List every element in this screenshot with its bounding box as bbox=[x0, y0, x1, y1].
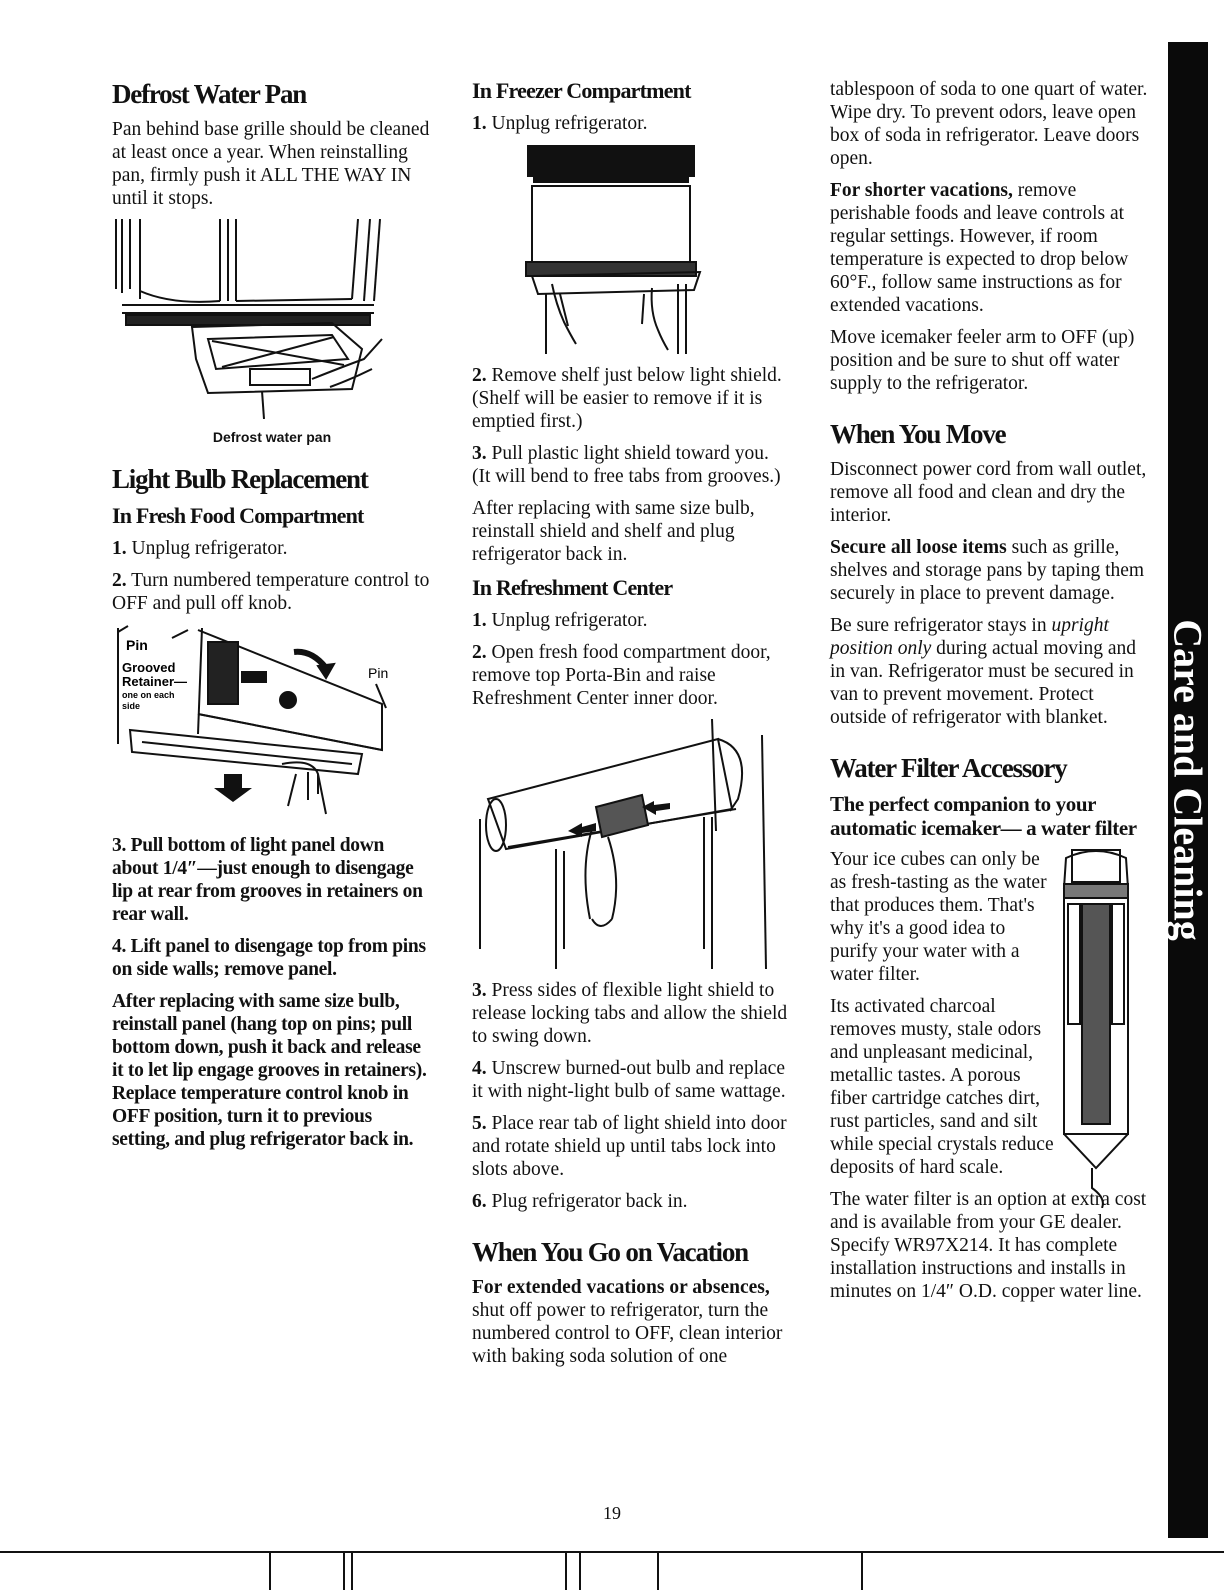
step-number: 1. bbox=[112, 538, 127, 559]
step-text: Unplug refrigerator. bbox=[491, 113, 648, 134]
step-text: Pull plastic light shield toward you. (It will bend to free tabs from grooves.) bbox=[472, 443, 781, 487]
vacation-lead: For extended vacations or absences, bbox=[472, 1277, 770, 1298]
fig-label-pin-right: Pin bbox=[368, 665, 389, 681]
filter-paragraph-2: Its activated charcoal removes musty, stale odors and unpleasant medicinal, metallic tastes. A porous fiber cartridge catches dirt, rust particles, sand and silt while special crystals reduce deposits of hard scale. bbox=[830, 996, 1054, 1178]
shorter-body: remove perishable foods and leave controls at regular settings. However, if room temperature is expected to drop below 60°F., follow same instructions as for extended vacations. bbox=[830, 180, 1129, 316]
step-number: 3. bbox=[472, 443, 487, 464]
step-text: Unplug refrigerator. bbox=[491, 610, 648, 631]
secure-body: such as grille, shelves and storage pans by taping them securely in place to prevent damage. bbox=[830, 537, 1145, 604]
secure-text bbox=[830, 536, 1150, 605]
filter-section bbox=[830, 848, 1150, 1179]
refreshment-shield-illustration bbox=[472, 719, 772, 969]
refresh-step-3 bbox=[472, 979, 792, 1048]
filter-paragraph-3: The water filter is an option at extra cost and is available from your GE dealer. Specify WR97X214. It has complete installation instructions and installs in minutes on 1/4″ O.D. copper water line. bbox=[830, 1189, 1147, 1302]
step-text: Place rear tab of light shield into door and rotate shield up until tabs lock into slots above. bbox=[472, 1113, 787, 1180]
upright-emphasis: upright position only bbox=[830, 615, 1109, 659]
light-bulb-title: Light Bulb Replacement bbox=[112, 464, 368, 494]
defrost-title: Defrost Water Pan bbox=[112, 79, 307, 109]
freezer-step-2 bbox=[472, 364, 792, 433]
page-number: 19 bbox=[603, 1503, 621, 1523]
upright-post: during actual moving and in van. Refrigerator must be secured in van to prevent movement. Protect outside of refrigerator with blanket. bbox=[830, 638, 1136, 728]
secure-lead: Secure all loose items bbox=[830, 537, 1007, 558]
defrost-pan-illustration bbox=[112, 219, 392, 419]
vacation-continued: tablespoon of soda to one quart of water. Wipe dry. To prevent odors, leave open box of soda in refrigerator. Leave doors open. bbox=[830, 79, 1148, 169]
bottom-rule bbox=[0, 1548, 1224, 1590]
fig-label-grooved: Grooved bbox=[122, 660, 176, 675]
upright-text bbox=[830, 614, 1150, 729]
freezer-after-text: After replacing with same size bulb, reinstall shield and shelf and plug refrigerator back in. bbox=[472, 498, 755, 565]
vacation-body: shut off power to refrigerator, turn the numbered control to OFF, clean interior with baking soda solution of one bbox=[472, 1300, 783, 1367]
fresh-food-title: In Fresh Food Compartment bbox=[112, 503, 364, 528]
step-text: Open fresh food compartment door, remove top Porta-Bin and raise Refreshment Center inner door. bbox=[472, 642, 771, 709]
step-text: Turn numbered temperature control to OFF and pull off knob. bbox=[112, 570, 430, 614]
defrost-caption: Defrost water pan bbox=[212, 429, 332, 445]
fresh-step-3 bbox=[112, 834, 432, 926]
column-left bbox=[112, 78, 432, 1160]
water-filter-illustration bbox=[1056, 848, 1136, 1208]
icemaker-text: Move icemaker feeler arm to OFF (up) position and be sure to shut off water supply to the refrigerator. bbox=[830, 327, 1135, 394]
column-middle bbox=[472, 78, 792, 1377]
step-number: 3. bbox=[472, 980, 487, 1001]
step-text: Lift panel to disengage top from pins on side walls; remove panel. bbox=[112, 936, 426, 980]
step-number: 4. bbox=[472, 1058, 487, 1079]
step-text: Press sides of flexible light shield to release locking tabs and allow the shield to swing down. bbox=[472, 980, 788, 1047]
step-number: 6. bbox=[472, 1191, 487, 1212]
filter-subtitle: The perfect companion to your automatic icemaker— a water filter bbox=[830, 792, 1137, 840]
vacation-text bbox=[472, 1276, 792, 1368]
refreshment-title: In Refreshment Center bbox=[472, 575, 673, 600]
light-panel-illustration bbox=[112, 624, 402, 824]
vacation-title: When You Go on Vacation bbox=[472, 1237, 748, 1267]
filter-title: Water Filter Accessory bbox=[830, 753, 1067, 783]
defrost-body: Pan behind base grille should be cleaned at least once a year. When reinstalling pan, firmly push it ALL THE WAY IN until it stops. bbox=[112, 119, 430, 209]
step-text: Pull bottom of light panel down about 1/4″—just enough to disengage lip at rear from grooves in retainers on rear wall. bbox=[112, 835, 423, 925]
step-number: 1. bbox=[472, 610, 487, 631]
filter-paragraph-1: Your ice cubes can only be as fresh-tasting as the water that produces them. That's why it's a good idea to purify your water with a water filter. bbox=[830, 849, 1047, 985]
move-title: When You Move bbox=[830, 419, 1006, 449]
step-number: 4. bbox=[112, 936, 127, 957]
step-text: Plug refrigerator back in. bbox=[491, 1191, 688, 1212]
fig-label-one-each: one on each bbox=[122, 690, 175, 700]
fresh-step-1 bbox=[112, 537, 432, 560]
column-right bbox=[830, 78, 1150, 1312]
fresh-after-text: After replacing with same size bulb, reinstall panel (hang top on pins; pull bottom down, push it back and release it to let lip engage grooves in retainers). Replace temperature control knob in OFF position, turn it to previous setting, and plug refrigerator back in. bbox=[112, 991, 427, 1150]
step-number: 2. bbox=[112, 570, 127, 591]
fig-label-side: side bbox=[122, 701, 141, 711]
freezer-step-3 bbox=[472, 442, 792, 488]
step-number: 3. bbox=[112, 835, 127, 856]
freezer-shield-illustration bbox=[472, 144, 772, 354]
refresh-step-4 bbox=[472, 1057, 792, 1103]
fresh-step-2 bbox=[112, 569, 432, 615]
shorter-lead: For shorter vacations, bbox=[830, 180, 1013, 201]
fresh-step-4 bbox=[112, 935, 432, 981]
refresh-step-5 bbox=[472, 1112, 792, 1181]
freezer-step-1 bbox=[472, 112, 792, 135]
step-number: 1. bbox=[472, 113, 487, 134]
step-text: Remove shelf just below light shield. (Shelf will be easier to remove if it is emptied first.) bbox=[472, 365, 782, 432]
fig-label-pin-left: Pin bbox=[126, 637, 148, 653]
step-number: 5. bbox=[472, 1113, 487, 1134]
section-tab-label: Care and Cleaning bbox=[1165, 619, 1211, 941]
refresh-step-6 bbox=[472, 1190, 792, 1213]
step-number: 2. bbox=[472, 642, 487, 663]
move-text: Disconnect power cord from wall outlet, remove all food and clean and dry the interior. bbox=[830, 459, 1147, 526]
refresh-step-2 bbox=[472, 641, 792, 710]
fig-label-retainer: Retainer— bbox=[122, 674, 188, 689]
shorter-vacation-text bbox=[830, 179, 1150, 317]
freezer-title: In Freezer Compartment bbox=[472, 78, 691, 103]
refresh-step-1 bbox=[472, 609, 792, 632]
step-text: Unscrew burned-out bulb and replace it with night-light bulb of same wattage. bbox=[472, 1058, 786, 1102]
step-number: 2. bbox=[472, 365, 487, 386]
upright-pre: Be sure refrigerator stays in bbox=[830, 615, 1047, 636]
step-text: Unplug refrigerator. bbox=[131, 538, 288, 559]
